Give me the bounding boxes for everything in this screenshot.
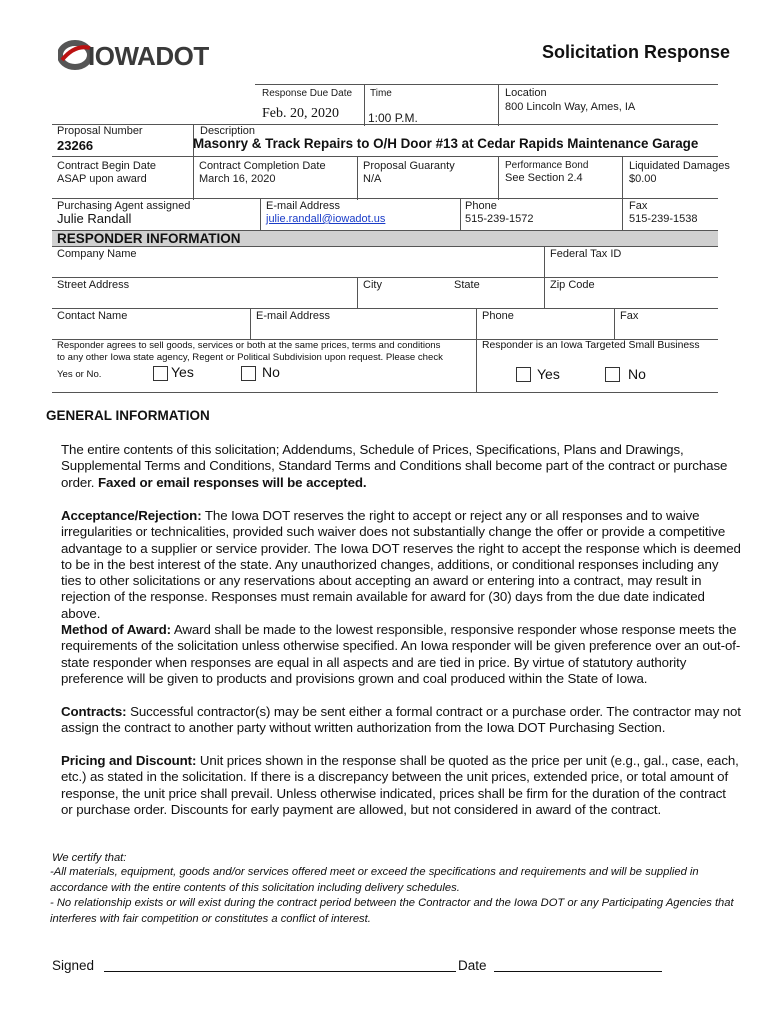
responder-email-field[interactable] bbox=[251, 324, 475, 338]
description-label: Description bbox=[200, 125, 256, 137]
liquidated-damages-label: Liquidated Damages bbox=[629, 160, 730, 172]
contact-name-label: Contact Name bbox=[57, 310, 128, 322]
contract-begin-label: Contract Begin Date bbox=[57, 160, 157, 172]
performance-bond-value: See Section 2.4 bbox=[505, 172, 583, 184]
time-label: Time bbox=[370, 88, 392, 99]
contracts-title: Contracts: bbox=[61, 704, 127, 719]
agree-yes-label: Yes bbox=[171, 364, 194, 380]
state-label: State bbox=[454, 279, 480, 291]
agree-text-line-3: Yes or No. bbox=[57, 369, 102, 380]
agent-email-label: E-mail Address bbox=[266, 200, 340, 212]
responder-phone-label: Phone bbox=[482, 310, 514, 322]
contract-begin-value: ASAP upon award bbox=[57, 173, 147, 185]
acceptance-text: The Iowa DOT reserves the right to accept or reject any or all responses and to waive irregularities or technicalities, provided such waiver does not substantially change the offer or provide a competitive advantage to a supplier or service provider. The Iowa DOT reserves the right to accept the response which is deemed to be in the best interest of the state. Any unauthorized changes, additions, or conditional responses including any ties to other solicitations or any reservations about accepting an award or entering into a contract, may result in rejection of the response. Responses must remain available for award for (30) days from the due date indicated above. bbox=[61, 508, 741, 621]
contract-completion-label: Contract Completion Date bbox=[199, 160, 326, 172]
purchasing-agent-value: Julie Randall bbox=[57, 211, 132, 226]
proposal-guaranty-label: Proposal Guaranty bbox=[363, 160, 455, 172]
general-paragraph-1-text: The entire contents of this solicitation; Addendums, Schedule of Prices, Specifications, Plans and Drawings, Supplemental Terms and Conditions, Standard Terms and Conditions shall become part of the contract or purchase order. bbox=[61, 442, 728, 490]
method-text: Award shall be made to the lowest responsible, responsive responder whose response meets the requirements of the solicitation unless otherwise specified. An Iowa responder will be given preference over an out-of-state responder when responses are equal in all aspects and are tied in price. By virtue of statutory authority preference will be given to products and provisions grown and coal produced within the State of Iowa. bbox=[61, 622, 741, 686]
agree-text-line-1: Responder agrees to sell goods, services or both at the same prices, terms and conditions bbox=[57, 340, 441, 351]
pricing-title: Pricing and Discount: bbox=[61, 753, 197, 768]
response-due-date: Feb. 20, 2020 bbox=[262, 106, 339, 121]
certify-line-1: -All materials, equipment, goods and/or services offered meet or exceed the specifications and requirements and will be supplied in accordance with the entire contents of this solicitation including delivery schedules. bbox=[50, 866, 699, 894]
contract-completion-value: March 16, 2020 bbox=[199, 173, 276, 185]
pricing-text: Unit prices shown in the response shall be quoted as the price per unit (e.g., gal., case, each, etc.) as stated in the solicitation. If there is a discrepancy between the unit prices, extended price, or total amount of response, the unit price shall prevail. Unless otherwise indicated, prices shall be firm for the duration of the contract or purchase order. Discounts for early payment are allowed, but not considered in award of the contract. bbox=[61, 753, 739, 817]
certify-intro: We certify that: bbox=[52, 852, 127, 864]
signed-label: Signed bbox=[52, 958, 95, 973]
zip-code-field[interactable] bbox=[545, 293, 717, 307]
general-info-heading: GENERAL INFORMATION bbox=[46, 408, 210, 423]
agent-fax-label: Fax bbox=[629, 200, 648, 212]
responder-email-label: E-mail Address bbox=[256, 310, 330, 322]
general-paragraph-1 bbox=[61, 442, 741, 491]
proposal-guaranty-value: N/A bbox=[363, 173, 382, 185]
location-value: 800 Lincoln Way, Ames, IA bbox=[505, 101, 636, 113]
federal-tax-id-label: Federal Tax ID bbox=[550, 248, 622, 260]
federal-tax-id-field[interactable] bbox=[545, 262, 717, 276]
contracts-text: Successful contractor(s) may be sent either a formal contract or a purchase order. The contractor may not assign the contract to another party without written authorization from the Iowa DOT Purchasing Section. bbox=[61, 704, 741, 736]
responder-fax-label: Fax bbox=[620, 310, 639, 322]
responder-phone-field[interactable] bbox=[477, 324, 613, 338]
street-address-label: Street Address bbox=[57, 279, 130, 291]
agree-text-line-2: to any other Iowa state agency, Regent or Political Subdivision upon request. Please check bbox=[57, 352, 443, 363]
liquidated-damages-value: $0.00 bbox=[629, 173, 657, 185]
city-field[interactable] bbox=[358, 293, 448, 307]
time-value: 1:00 P.M. bbox=[368, 111, 418, 125]
company-name-label: Company Name bbox=[57, 248, 137, 260]
proposal-number-label: Proposal Number bbox=[57, 125, 143, 137]
agree-yes-checkbox[interactable] bbox=[153, 366, 168, 381]
tsb-label: Responder is an Iowa Targeted Small Business bbox=[482, 340, 700, 351]
agent-fax-value: 515-239-1538 bbox=[629, 213, 698, 225]
tsb-yes-checkbox[interactable] bbox=[516, 367, 531, 382]
contact-name-field[interactable] bbox=[53, 324, 249, 338]
agree-no-checkbox[interactable] bbox=[241, 366, 256, 381]
acceptance-title: Acceptance/Rejection: bbox=[61, 508, 202, 523]
purchasing-agent-label: Purchasing Agent assigned bbox=[57, 200, 191, 212]
zip-code-label: Zip Code bbox=[550, 279, 595, 291]
page-title: Solicitation Response bbox=[541, 42, 730, 62]
company-name-field[interactable] bbox=[53, 262, 543, 276]
agent-email-link[interactable]: julie.randall@iowadot.us bbox=[266, 213, 386, 225]
acceptance-paragraph bbox=[61, 508, 741, 622]
date-line[interactable] bbox=[494, 970, 662, 972]
agent-phone-value: 515-239-1572 bbox=[465, 213, 534, 225]
responder-section-title: RESPONDER INFORMATION bbox=[57, 231, 241, 246]
pricing-paragraph bbox=[61, 753, 741, 818]
tsb-yes-label: Yes bbox=[537, 366, 560, 382]
method-title: Method of Award: bbox=[61, 622, 171, 637]
performance-bond-label: Performance Bond bbox=[505, 160, 589, 171]
method-paragraph bbox=[61, 622, 741, 687]
responder-fax-field[interactable] bbox=[615, 324, 717, 338]
responder-section-header bbox=[52, 230, 718, 247]
agree-no-label: No bbox=[262, 364, 280, 380]
proposal-number: 23266 bbox=[57, 138, 94, 153]
contracts-paragraph bbox=[61, 704, 741, 737]
city-label: City bbox=[363, 279, 382, 291]
tsb-no-checkbox[interactable] bbox=[605, 367, 620, 382]
date-label: Date bbox=[458, 958, 487, 973]
response-due-date-label: Response Due Date bbox=[262, 88, 353, 99]
dot-logo-icon bbox=[58, 40, 92, 70]
agent-phone-label: Phone bbox=[465, 200, 497, 212]
logo-text: IOWADOT bbox=[88, 41, 209, 71]
location-label: Location bbox=[505, 87, 547, 99]
state-field[interactable] bbox=[452, 293, 542, 307]
tsb-no-label: No bbox=[628, 366, 646, 382]
faxed-email-accepted-text: Faxed or email responses will be accepted. bbox=[98, 474, 367, 490]
street-address-field[interactable] bbox=[53, 293, 356, 307]
certify-line-2: - No relationship exists or will exist during the contract period between the Contractor and the Iowa DOT or any Participating Agencies that interferes with fair competition or constitutes a conflict of interest. bbox=[50, 897, 734, 925]
iowa-dot-logo bbox=[58, 38, 208, 72]
description-value: Masonry & Track Repairs to O/H Door #13 at Cedar Rapids Maintenance Garage bbox=[193, 136, 699, 151]
signature-line[interactable] bbox=[104, 970, 456, 972]
